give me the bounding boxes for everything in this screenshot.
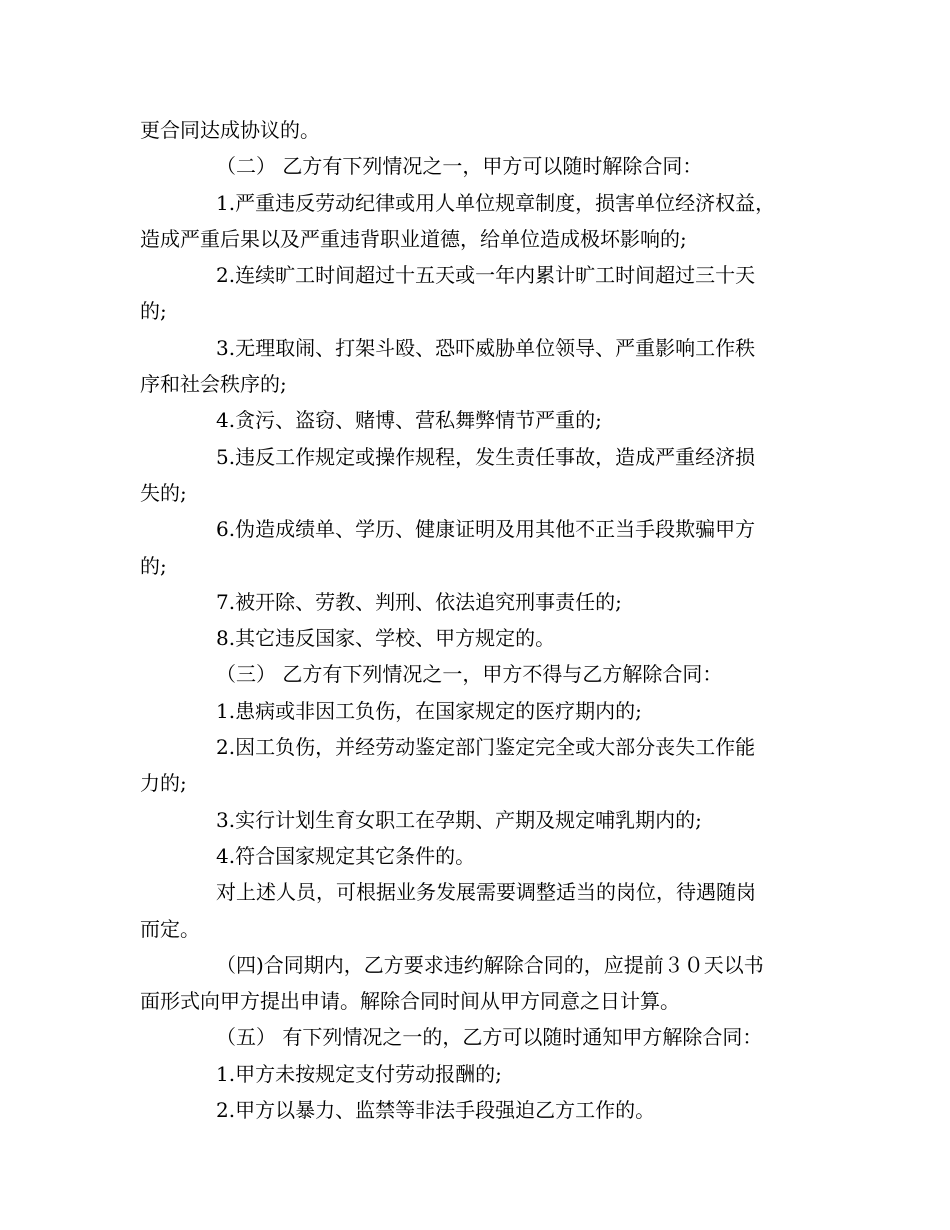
document-line: 的; (140, 553, 167, 578)
document-line: 更合同达成协议的。 (140, 118, 320, 142)
document-line: （四)合同期内，乙方要求违约解除合同的，应提前３０天以书 (216, 952, 764, 977)
document-line: 5.违反工作规定或操作规程，发生责任事故，造成严重经济损 (216, 444, 756, 469)
document-line: （三） 乙方有下列情况之一，甲方不得与乙方解除合同： (216, 662, 723, 687)
document-line: 7.被开除、劳教、判刑、依法追究刑事责任的; (216, 589, 622, 614)
document-line: 8.其它违反国家、学校、甲方规定的。 (216, 626, 556, 651)
document-line: 的; (140, 299, 167, 324)
document-line: （二） 乙方有下列情况之一，甲方可以随时解除合同： (216, 154, 703, 179)
document-line: 1.甲方未按规定支付劳动报酬的; (216, 1061, 502, 1086)
document-line: 4.贪污、盗窃、赌博、营私舞弊情节严重的; (216, 408, 602, 433)
document-line: （五） 有下列情况之一的，乙方可以随时通知甲方解除合同： (216, 1025, 763, 1050)
document-line: 2.甲方以暴力、监禁等非法手段强迫乙方工作的。 (216, 1098, 656, 1123)
document-line: 6.伪造成绩单、学历、健康证明及用其他不正当手段欺骗甲方 (216, 517, 756, 542)
document-line: 对上述人员，可根据业务发展需要调整适当的岗位，待遇随岗 (216, 880, 756, 905)
document-line: 1.严重违反劳动纪律或用人单位规章制度，损害单位经济权益， (216, 190, 776, 215)
document-line: 序和社会秩序的; (140, 372, 287, 397)
document-line: 2.因工负伤，并经劳动鉴定部门鉴定完全或大部分丧失工作能 (216, 735, 756, 760)
document-line: 失的; (140, 480, 187, 505)
document-body (140, 112, 830, 1128)
document-line: 4.符合国家规定其它条件的。 (216, 843, 476, 868)
document-line: 2.连续旷工时间超过十五天或一年内累计旷工时间超过三十天 (216, 263, 756, 288)
document-line: 而定。 (140, 916, 200, 941)
document-line: 力的; (140, 771, 187, 796)
document-line: 造成严重后果以及严重违背职业道德，给单位造成极坏影响的; (140, 226, 687, 251)
document-line: 3.实行计划生育女职工在孕期、产期及规定哺乳期内的; (216, 807, 702, 832)
document-line: 面形式向甲方提出申请。解除合同时间从甲方同意之日计算。 (140, 989, 680, 1014)
document-line: 1.患病或非因工负伤，在国家规定的医疗期内的; (216, 698, 642, 723)
document-line: 3.无理取闹、打架斗殴、恐吓威胁单位领导、严重影响工作秩 (216, 335, 756, 360)
